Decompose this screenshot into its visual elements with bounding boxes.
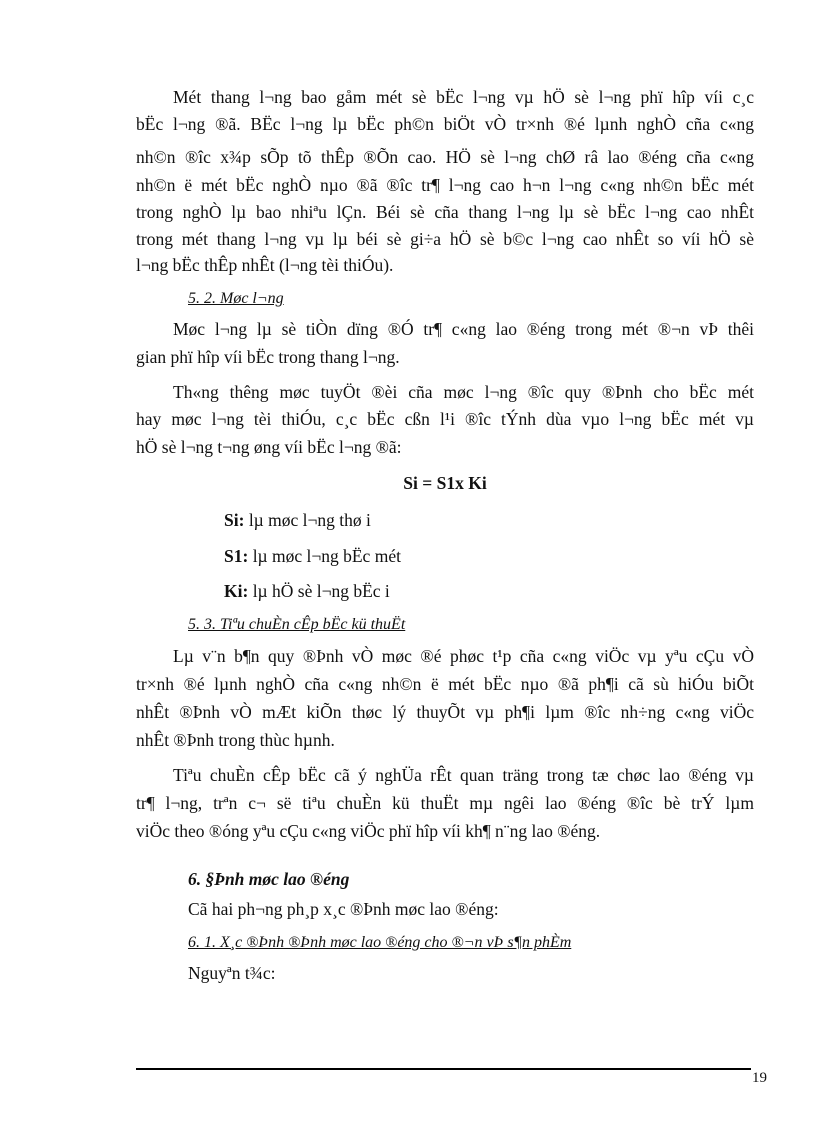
paragraph-line: nh©n ®îc x¾p sÕp tõ thÊp ®Õn cao. HÖ sè l¬ng chØ râ lao ®éng cña c«ng [136, 147, 754, 167]
definition-item [224, 509, 371, 531]
definition-term: S1: [224, 546, 249, 566]
definition-term: Ki: [224, 581, 249, 601]
definition-term: Si: [224, 510, 245, 530]
section-heading-5-3: 5. 3. Tiªu chuÈn cÊp bËc kü thuËt [188, 616, 406, 633]
section-heading-6-1: 6. 1. X¸c ®Þnh ®Þnh møc lao ®éng cho ®¬n vÞ s¶n phÈm [188, 934, 572, 951]
paragraph-line: Th«ng thêng møc tuyÖt ®èi cña møc l¬ng ®îc quy ®Þnh cho bËc mét [173, 382, 754, 402]
paragraph-line: hay møc l¬ng tèi thiÓu, c¸c bËc cßn l¹i ®îc tÝnh dùa vµo l¬ng bËc mét vµ [136, 409, 754, 429]
paragraph-line: nh©n ë mét bËc nghÒ nµo ®ã ®îc tr¶ l¬ng cao h¬n l¬ng c«ng nh©n bËc mét [136, 175, 754, 195]
paragraph-line: Cã hai ph¬ng ph¸p x¸c ®Þnh møc lao ®éng: [188, 899, 499, 919]
paragraph-line: Møc l¬ng lµ sè tiÒn dïng ®Ó tr¶ c«ng lao ®éng trong mét ®¬n vÞ thêi [173, 319, 754, 339]
paragraph-line: bËc l¬ng ®ã. BËc l¬ng lµ bËc ph©n biÖt vÒ tr×nh ®é lµnh nghÒ cña c«ng [136, 114, 754, 134]
formula: Si = S1x Ki [403, 473, 487, 493]
section-heading-6: 6. §Þnh møc lao ®éng [188, 869, 350, 889]
paragraph-line: tr¶ l¬ng, trªn c¬ së tiªu chuÈn kü thuËt mµ ngêi lao ®éng ®îc bè trÝ lµm [136, 793, 754, 813]
definition-item [224, 545, 401, 567]
paragraph-line: Tiªu chuÈn cÊp bËc cã ý nghÜa rÊt quan träng trong tæ chøc lao ®éng vµ [173, 765, 754, 785]
paragraph-line: Mét thang l¬ng bao gåm mét sè bËc l¬ng vµ hÖ sè l¬ng phï hîp víi c¸c [173, 87, 754, 107]
paragraph-line: Lµ v¨n b¶n quy ®Þnh vÒ møc ®é phøc t¹p cña c«ng viÖc vµ yªu cÇu vÒ [173, 646, 754, 666]
paragraph-line: trong mét thang l¬ng vµ lµ béi sè gi÷a hÖ sè b©c l¬ng cao nhÊt so víi hÖ sè [136, 229, 754, 249]
page-number: 19 [752, 1070, 767, 1086]
definition-item [224, 580, 390, 602]
definition-desc: lµ hÖ sè l¬ng bËc i [248, 581, 390, 601]
paragraph-line: viÖc theo ®óng yªu cÇu c«ng viÖc phï hîp víi kh¶ n¨ng lao ®éng. [136, 821, 601, 841]
definition-desc: lµ møc l¬ng thø i [244, 510, 371, 530]
paragraph-line: hÖ sè l¬ng t¬ng øng víi bËc l¬ng ®ã: [136, 437, 402, 457]
paragraph-line: nhÊt ®Þnh trong thùc hµnh. [136, 730, 335, 750]
definition-desc: lµ møc l¬ng bËc mét [248, 546, 401, 566]
paragraph-line: gian phï hîp víi bËc trong thang l¬ng. [136, 347, 400, 367]
paragraph-line: nhÊt ®Þnh vÒ mÆt kiÕn thøc lý thuyÕt vµ ph¶i lµm ®îc nh÷ng c«ng viÖc [136, 702, 754, 722]
paragraph-line: tr×nh ®é lµnh nghÒ cña c«ng nh©n ë mét bËc nµo ®ã ph¶i cã sù hiÓu biÕt [136, 674, 754, 694]
paragraph-line: trong nghÒ lµ bao nhiªu lÇn. Béi sè cña thang l¬ng lµ sè bËc l¬ng cao nhÊt [136, 202, 754, 222]
footer-rule [136, 1068, 751, 1070]
paragraph-line: Nguyªn t¾c: [188, 963, 276, 983]
section-heading-5-2: 5. 2. Møc l¬ng [188, 290, 284, 307]
paragraph-line: l¬ng bËc thÊp nhÊt (l¬ng tèi thiÓu). [136, 255, 394, 275]
